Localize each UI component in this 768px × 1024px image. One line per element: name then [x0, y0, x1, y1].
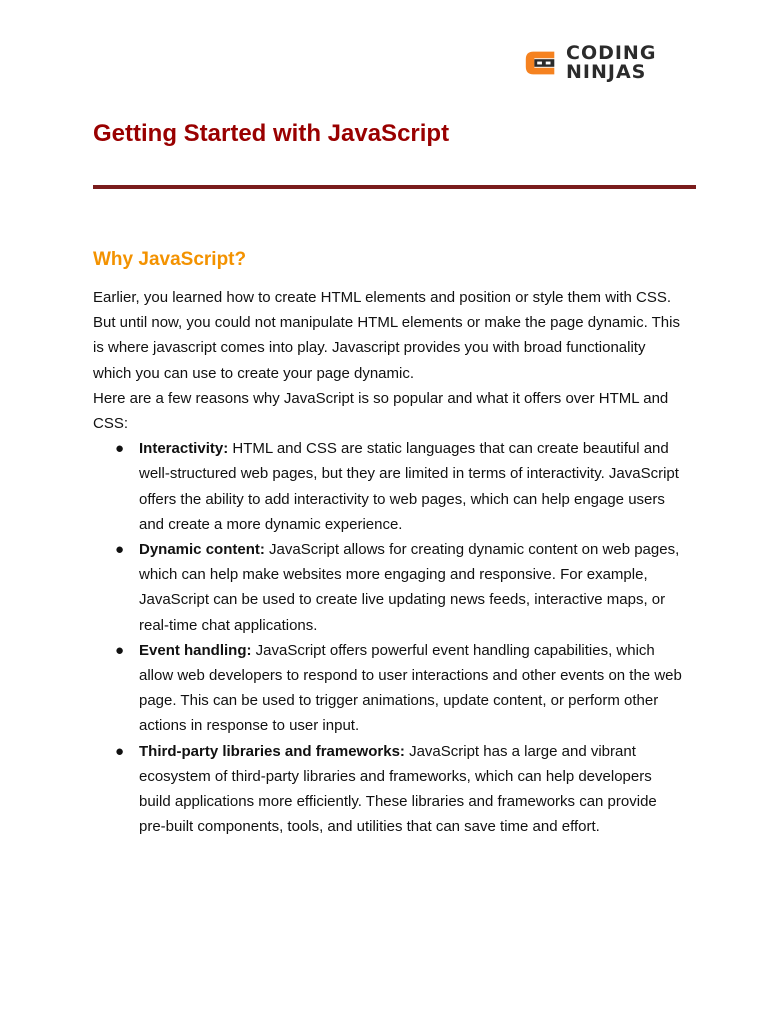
logo-wordmark — [566, 44, 656, 82]
bullet-icon: ● — [115, 742, 125, 760]
reasons-list — [93, 436, 683, 839]
reason-text: JavaScript offers powerful event handling capabilities, which allow web developers to respond to user interactions and other events on the web page. This can be used to trigger animations, update content, or perform other actions in response to user input. — [139, 641, 682, 735]
reason-text: HTML and CSS are static languages that can create beautiful and well-structured web pages, but they are limited in terms of interactivity. JavaScript offers the ability to add interactivity to web pages, which can help engage users and create a more dynamic experience. — [139, 440, 679, 533]
reason-text: JavaScript has a large and vibrant ecosystem of third-party libraries and frameworks, which can help developers build applications more efficiently. These libraries and frameworks can provide pre-built components, tools, and utilities that can save time and effort. — [139, 742, 657, 836]
reason-term: Dynamic content: — [139, 541, 265, 559]
bullet-icon: ● — [115, 541, 125, 559]
bullet-icon: ● — [115, 641, 125, 659]
logo-line-coding: CODING — [566, 42, 657, 64]
reason-term: Interactivity: — [139, 440, 229, 458]
coding-ninjas-logo — [522, 44, 656, 82]
logo-line-ninjas: NINJAS — [566, 61, 647, 83]
reason-term: Event handling: — [139, 641, 252, 659]
reason-text: JavaScript allows for creating dynamic content on web pages, which can help make websites more engaging and responsive. For example, JavaScript can be used to create live updating news feeds, interactive maps, or real-time chat applications. — [139, 541, 680, 634]
lead-paragraph: Here are a few reasons why JavaScript is so popular and what it offers over HTML and CSS: — [93, 389, 669, 433]
section-heading: Why JavaScript? — [93, 249, 247, 270]
list-item — [93, 638, 683, 739]
bullet-icon: ● — [115, 440, 125, 458]
list-item — [93, 436, 683, 537]
page-title: Getting Started with JavaScript — [93, 120, 450, 147]
list-item — [93, 739, 683, 840]
intro-paragraph: Earlier, you learned how to create HTML elements and position or style them with CSS. But until now, you could not manipulate HTML elements or make the page dynamic. This is where javascript comes into play. Javascript provides you with broad functionality which you can use to create your page dynamic. — [93, 289, 680, 382]
list-item — [93, 537, 683, 638]
title-divider — [93, 185, 696, 189]
ninja-logo-icon — [522, 44, 560, 82]
section-body — [93, 285, 683, 839]
reason-term: Third-party libraries and frameworks: — [139, 742, 405, 760]
